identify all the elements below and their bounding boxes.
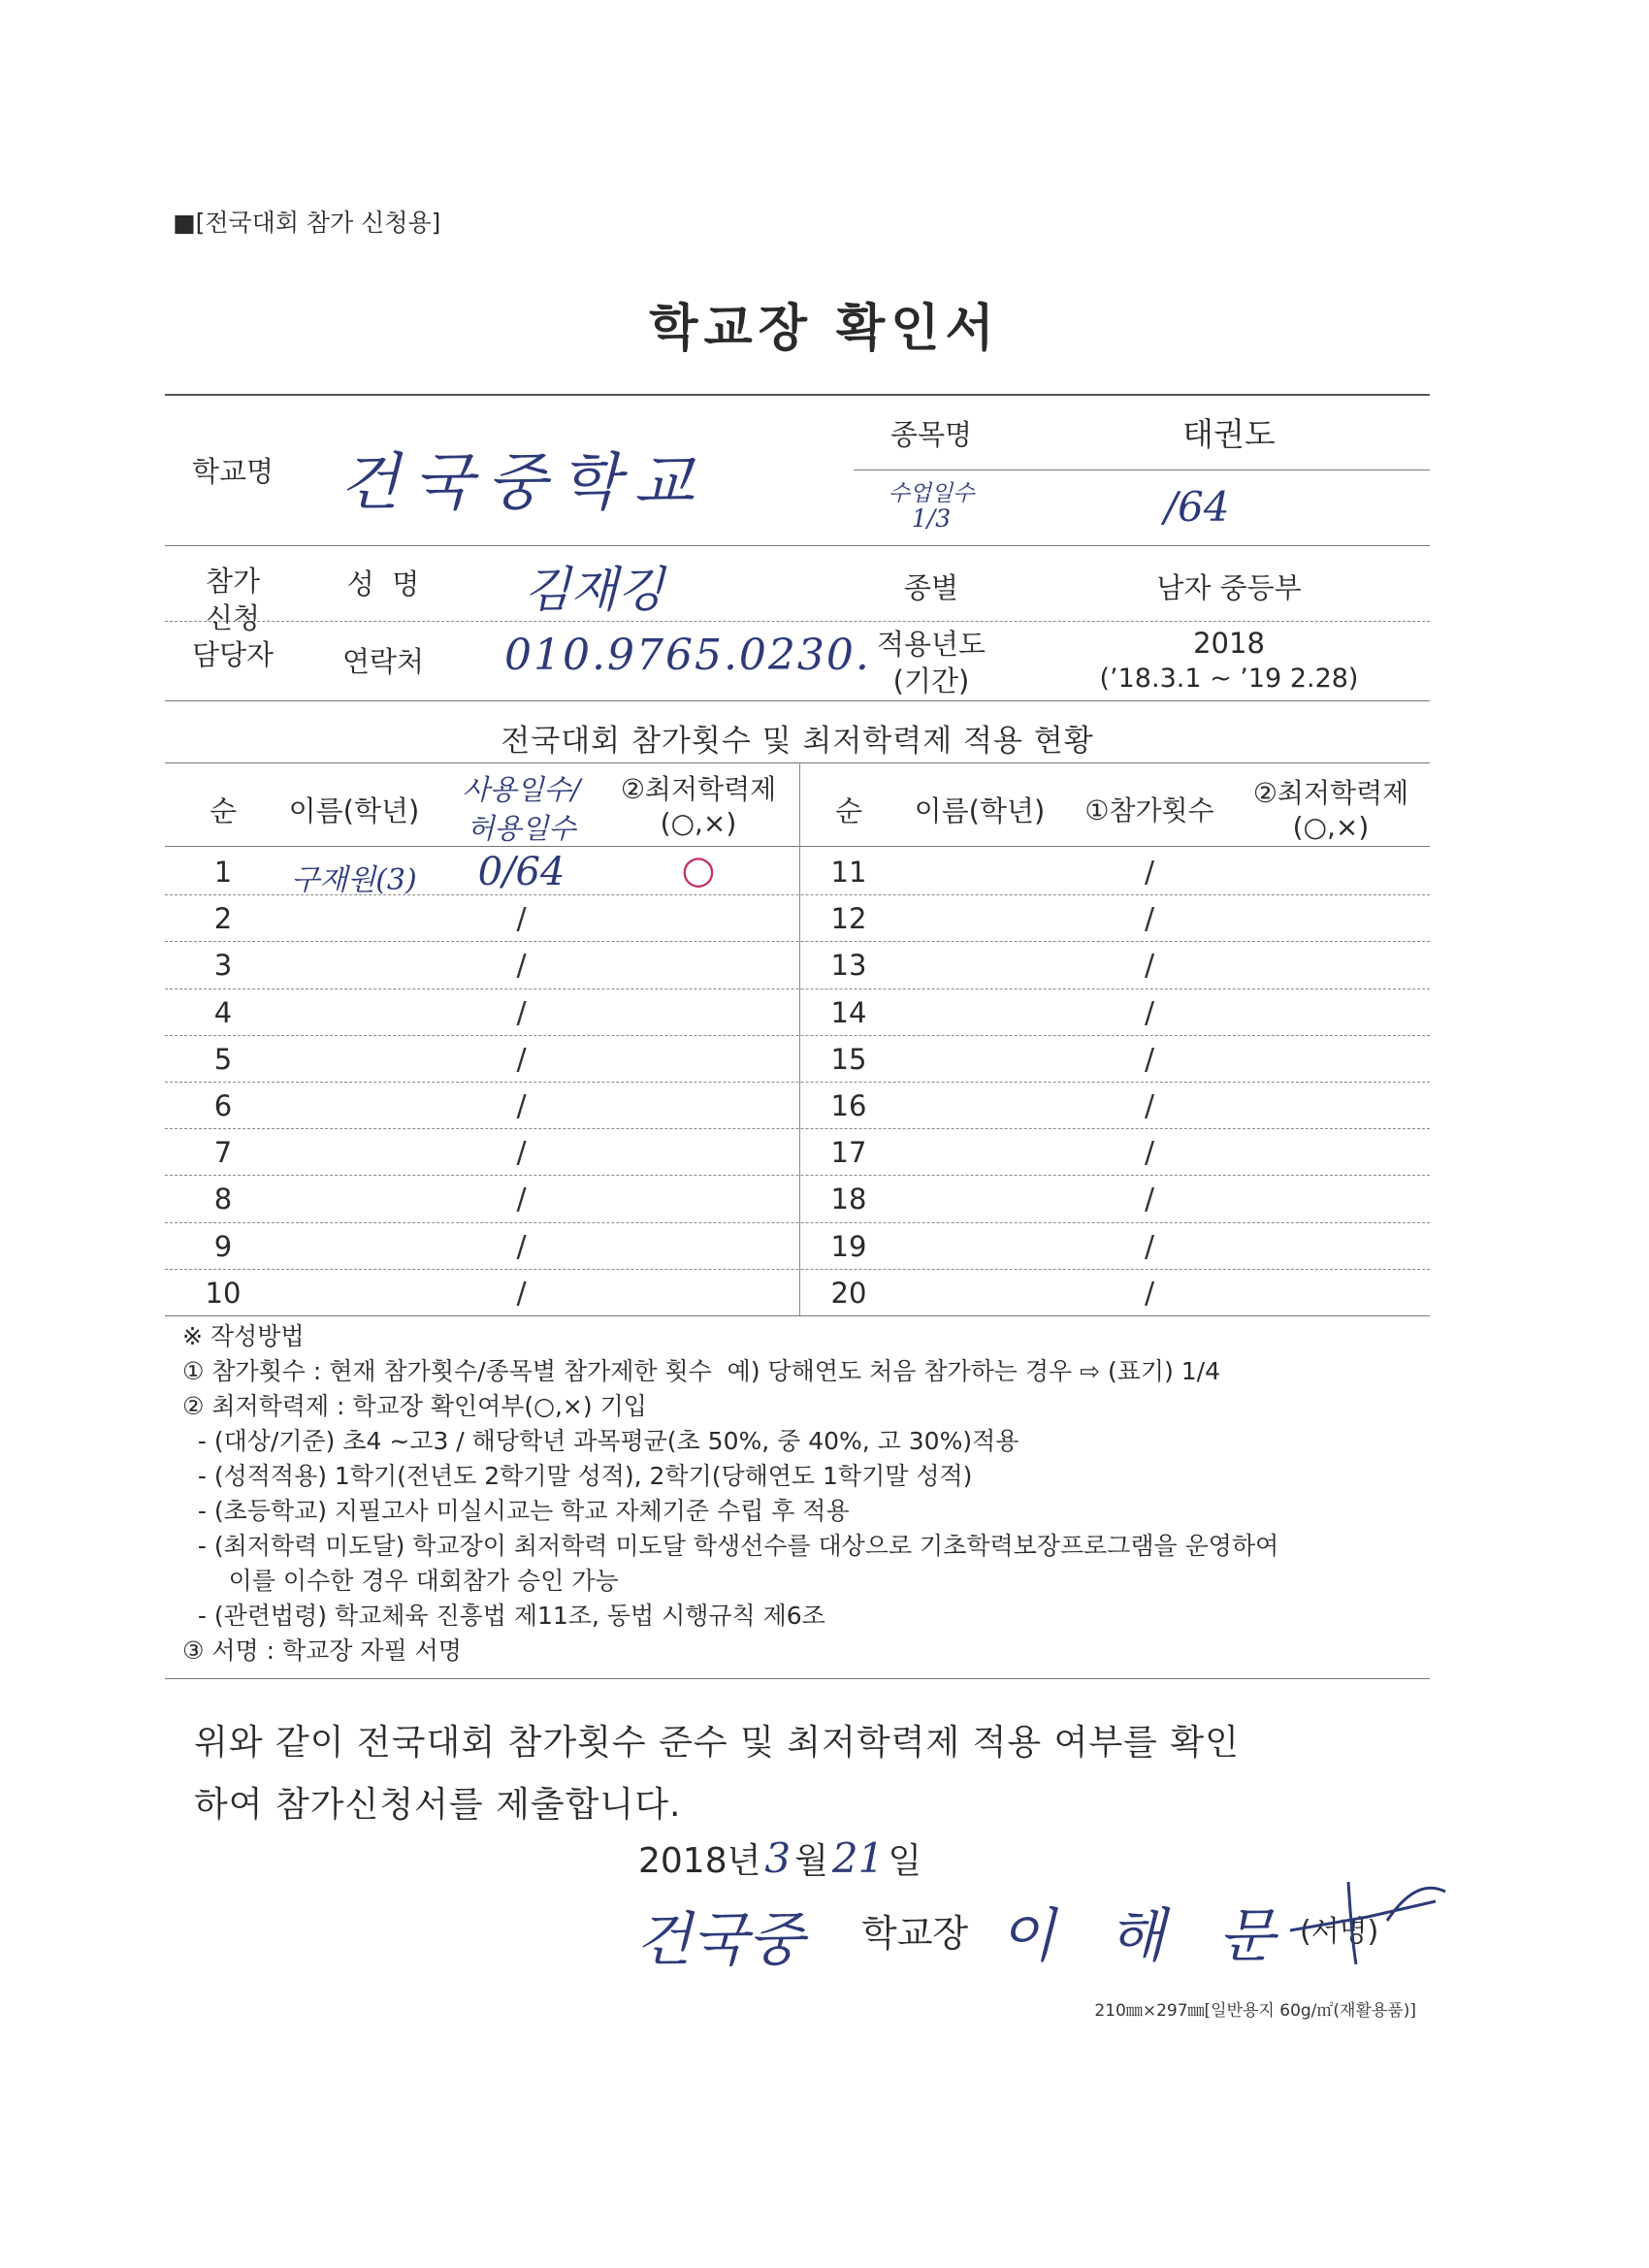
class-days-value: /64 (1164, 483, 1230, 531)
right-row-participation: / (1144, 1042, 1155, 1077)
right-row-number: 15 (830, 1042, 867, 1076)
header-rule-name (165, 621, 1430, 622)
declaration-line1: 위와 같이 전국대회 참가횟수 준수 및 최저학력제 적용 여부를 확인 (194, 1723, 1240, 1763)
date-day-label: 일 (888, 1841, 922, 1881)
header-rule-school (165, 545, 1430, 546)
instructions-block (182, 1319, 1443, 1669)
event-label: 종목명 (889, 418, 973, 451)
left-row-days: / (516, 1183, 527, 1217)
signature-principal-name: 이 해 문 (999, 1902, 1293, 1970)
left-row-number: 8 (213, 1183, 233, 1216)
left-row-days: / (516, 1276, 527, 1311)
table-header-rule (165, 846, 1430, 847)
right-row-participation: / (1144, 995, 1155, 1030)
instruction-line: ② 최저학력제 : 학교장 확인여부(○,×) 기입 (182, 1392, 647, 1420)
date-line (638, 1833, 922, 1883)
event-value: 태권도 (1182, 415, 1276, 453)
instruction-line: ① 참가횟수 : 현재 참가횟수/종목별 참가제한 횟수 예) 당해연도 처음 참가하는 경우 ⇨ (표기) 1/4 (182, 1357, 1221, 1385)
right-row-participation: / (1144, 1136, 1155, 1171)
header-top-rule (165, 394, 1430, 396)
signature-seal-label: (서명) (1300, 1915, 1379, 1949)
table-row-divider (165, 941, 1430, 942)
instruction-line: ※ 작성방법 (182, 1322, 305, 1350)
signature-title: 학교장 (861, 1912, 969, 1955)
declaration-line2: 하여 참가신청서를 제출합니다. (194, 1785, 682, 1825)
left-row-days: / (516, 1229, 527, 1264)
date-day-handwritten: 21 (831, 1834, 885, 1882)
left-minimum-header-line1: ②최저학력제 (620, 773, 777, 805)
instruction-line: - (대상/기준) 초4 ~고3 / 해당학년 과목평균(초 50%, 중 40%, 고 30%)적용 (182, 1427, 1019, 1455)
right-row-participation: / (1144, 902, 1155, 937)
table-row-divider (165, 988, 1430, 989)
table-row-divider (165, 1082, 1430, 1083)
class-days-label: 수업일수 (888, 481, 975, 506)
right-row-number: 19 (830, 1229, 867, 1263)
table-center-divider (799, 762, 800, 1315)
left-days-header-line1: 사용일수/ (462, 773, 581, 806)
section-title: 전국대회 참가횟수 및 최저학력제 적용 현황 (501, 724, 1094, 759)
right-row-participation: / (1144, 856, 1155, 890)
date-month-handwritten: 3 (764, 1834, 792, 1882)
instruction-line: - (최저학력 미도달) 학교장이 최저학력 미도달 학생선수를 대상으로 기초학력보장프로그램을 운영하여 (182, 1532, 1279, 1560)
left-row-number: 4 (213, 995, 233, 1029)
paper-spec-note: 210㎜×297㎜[일반용지 60g/㎡(재활용품)] (1094, 2001, 1416, 2021)
right-row-number: 12 (830, 902, 867, 936)
contact-name-value: 김재깅 (524, 562, 664, 618)
left-row-number: 5 (213, 1042, 233, 1076)
signature-school-name: 건국중 (635, 1906, 804, 1974)
period-value: (’18.3.1 ~ ’19 2.28) (1099, 664, 1359, 694)
left-row-number: 2 (213, 902, 233, 936)
right-row-participation: / (1144, 1229, 1155, 1264)
table-row-divider (165, 894, 1430, 895)
right-row-participation: / (1144, 949, 1155, 984)
left-row-number: 3 (213, 949, 233, 983)
phone-value: 010.9765.0230. (504, 631, 871, 680)
left-row-days: / (516, 902, 527, 937)
contact-label-line3: 담당자 (191, 638, 275, 671)
right-minimum-header-line1: ②최저학력제 (1252, 777, 1409, 809)
contact-group-label (170, 563, 296, 673)
table-row-divider (165, 1175, 1430, 1176)
category-value: 남자 중등부 (1156, 571, 1302, 604)
left-row-number: 9 (213, 1229, 233, 1263)
left-name-header: 이름(학년) (288, 794, 420, 827)
left-row-number: 10 (205, 1276, 242, 1310)
left-seq-header: 순 (209, 794, 237, 827)
left-row-days: / (516, 1089, 527, 1123)
contact-label-line1: 참가 (205, 565, 261, 598)
table-row-divider (165, 1222, 1430, 1223)
form-type-tag: ■[전국대회 참가 신청용] (173, 209, 441, 237)
left-row-number: 6 (213, 1089, 233, 1122)
phone-label: 연락처 (341, 645, 425, 678)
left-row-days: 0/64 (477, 850, 566, 894)
left-minimum-header-line2: (○,×) (660, 807, 737, 839)
right-row-number: 11 (830, 856, 867, 889)
left-days-header-line2: 허용일수 (467, 812, 576, 845)
section-title-rule (165, 762, 1430, 763)
left-row-number: 7 (213, 1136, 233, 1170)
contact-label-line2: 신청 (205, 601, 261, 634)
date-year: 2018년 (638, 1841, 761, 1881)
right-row-number: 16 (830, 1089, 867, 1122)
header-rule-bottom (165, 700, 1430, 701)
right-row-number: 17 (830, 1136, 867, 1170)
right-row-number: 13 (830, 949, 867, 983)
school-value: 건국중학교 (340, 447, 708, 519)
class-days-label-value: 1/3 (911, 504, 952, 533)
left-row-name: 구재원(3) (291, 863, 417, 897)
left-row-number: 1 (213, 856, 233, 889)
table-row-divider (165, 1035, 1430, 1036)
instruction-line: - (성적적용) 1학기(전년도 2학기말 성적), 2학기(당해연도 1학기말 성적) (182, 1462, 973, 1490)
right-row-number: 14 (830, 995, 867, 1029)
date-month-label: 월 (794, 1841, 828, 1881)
table-bottom-rule (165, 1315, 1430, 1316)
left-row-days: / (516, 949, 527, 984)
left-row-minimum-mark: ○ (681, 848, 716, 892)
right-seq-header: 순 (834, 794, 862, 827)
instruction-line: ③ 서명 : 학교장 자필 서명 (182, 1636, 462, 1665)
table-row-divider (165, 1269, 1430, 1270)
left-row-days: / (516, 1136, 527, 1171)
right-name-header: 이름(학년) (914, 794, 1046, 827)
right-minimum-header-line2: (○,×) (1292, 811, 1370, 843)
right-participation-header: ①참가횟수 (1084, 794, 1214, 826)
right-row-participation: / (1144, 1183, 1155, 1217)
period-label: (기간) (892, 664, 970, 697)
category-label: 종별 (903, 571, 959, 604)
year-label: 적용년도 (876, 628, 986, 661)
year-value: 2018 (1193, 627, 1265, 660)
instructions-bottom-rule (165, 1678, 1430, 1679)
name-label: 성 명 (346, 567, 420, 600)
right-row-number: 20 (830, 1276, 867, 1310)
right-row-participation: / (1144, 1276, 1155, 1311)
instruction-line: - (관련법령) 학교체육 진흥법 제11조, 동법 시행규칙 제6조 (182, 1602, 825, 1630)
document-title: 학교장 확인서 (649, 300, 1000, 358)
right-row-number: 18 (830, 1183, 867, 1216)
left-row-days: / (516, 995, 527, 1030)
instruction-line: - (초등학교) 지필고사 미실시교는 학교 자체기준 수립 후 적용 (182, 1497, 850, 1525)
signature-stroke (1280, 1863, 1455, 1969)
school-label: 학교명 (191, 455, 275, 488)
table-row-divider (165, 1128, 1430, 1129)
right-row-participation: / (1144, 1089, 1155, 1123)
instruction-line: 이를 이수한 경우 대회참가 승인 가능 (182, 1567, 619, 1595)
left-row-days: / (516, 1042, 527, 1077)
